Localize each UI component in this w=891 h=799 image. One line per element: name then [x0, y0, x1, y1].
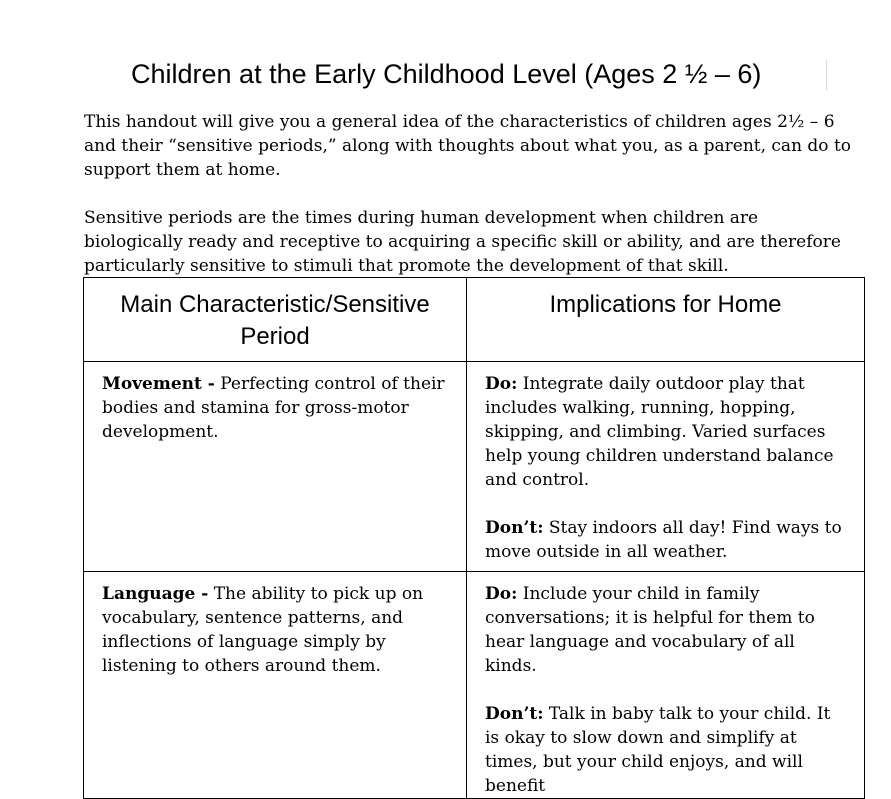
dont-label: Don’t:: [485, 518, 544, 538]
table-header-row: [84, 278, 865, 362]
header-characteristic-label: Main Characteristic/Sensitive Period: [120, 291, 430, 350]
do-label: Do:: [485, 374, 518, 394]
header-implications-label: Implications for Home: [549, 291, 782, 318]
do-text: Include your child in family conversations; it is helpful for them to hear language and vocabulary of all kinds.: [485, 584, 815, 676]
text-cursor: [826, 60, 827, 90]
characteristics-table: [83, 277, 865, 799]
implications-cell: [467, 572, 865, 799]
header-characteristic: [84, 278, 467, 362]
dont-text: Stay indoors all day! Find ways to move outside in all weather.: [485, 518, 842, 562]
dont-text: Talk in baby talk to your child. It is okay to slow down and simplify at times, but your child enjoys, and will benefit: [485, 704, 831, 796]
table-row: [84, 362, 865, 572]
period-name: Movement -: [102, 374, 215, 394]
do-label: Do:: [485, 584, 518, 604]
period-description: The ability to pick up on vocabulary, sentence patterns, and inflections of language simply by listening to others around them.: [102, 584, 424, 676]
table-row: [84, 572, 865, 799]
definition-paragraph: Sensitive periods are the times during human development when children are biologically ready and receptive to acquiring a specific skill or ability, and are therefore particularly sensitive to stimuli that promote the development of that skill.: [84, 208, 841, 276]
intro-paragraph: This handout will give you a general idea of the characteristics of children ages 2½ – 6 and their “sensitive periods,” along with thoughts about what you, as a parent, can do to support them at home.: [84, 112, 852, 180]
period-description: Perfecting control of their bodies and stamina for gross-motor development.: [102, 374, 445, 442]
period-name: Language -: [102, 584, 209, 604]
dont-label: Don’t:: [485, 704, 544, 724]
characteristic-cell: [84, 362, 467, 572]
header-implications: [467, 278, 865, 362]
implications-cell: [467, 362, 865, 572]
do-text: Integrate daily outdoor play that includes walking, running, hopping, skipping, and climbing. Varied surfaces help young children understand balance and control.: [485, 374, 834, 490]
characteristic-cell: [84, 572, 467, 799]
page-title: Children at the Early Childhood Level (Ages 2 ½ – 6): [131, 59, 762, 89]
